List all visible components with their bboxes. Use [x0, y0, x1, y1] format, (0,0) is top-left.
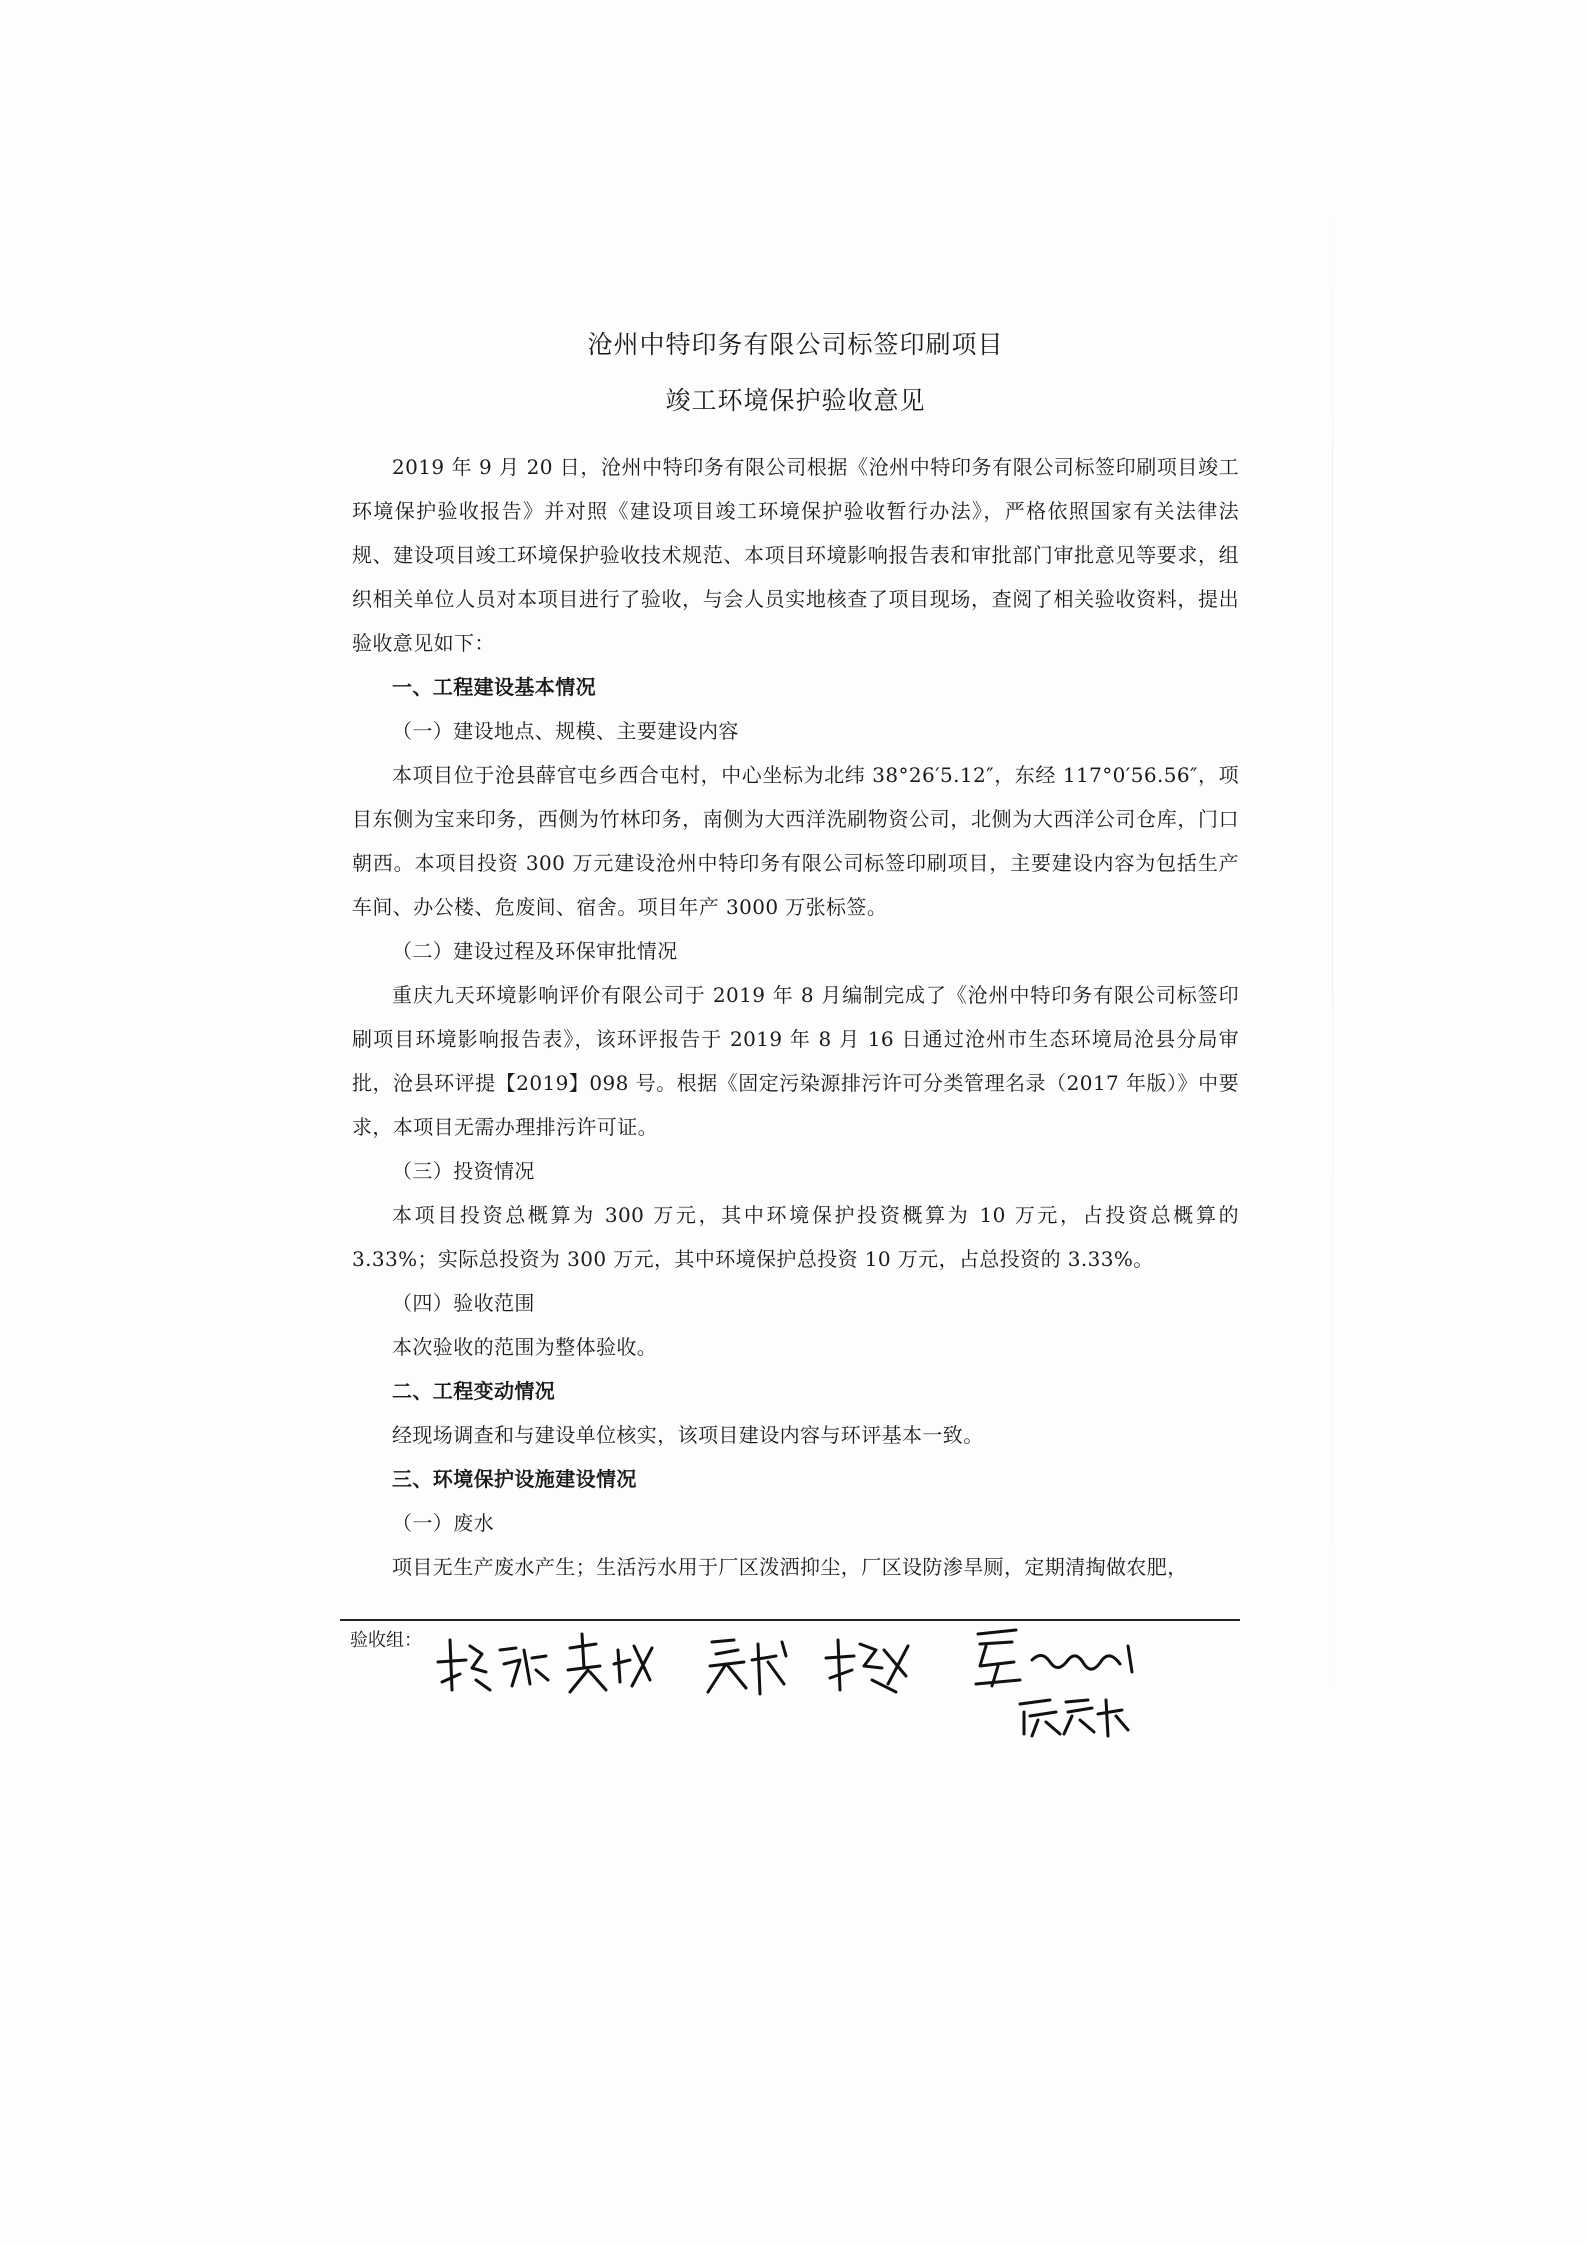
signature-4 — [826, 1640, 908, 1692]
document-title-line-1: 沧州中特印务有限公司标签印刷项目 — [587, 330, 1004, 359]
section-heading-3: 三、环境保护设施建设情况 — [392, 1467, 637, 1491]
approval-paragraph: 重庆九天环境影响评价有限公司于 2019 年 8 月编制完成了《沧州中特印务有限公司标签印刷项目环境影响报告表》，该环评报告于 2019 年 8 月 16 日通过沧州市生态环境局沧县分局审批，沧县环评提【2019】098 号。根据《固定污染源排污许可分类管理名录（2017 年版）》中要求，本项目无需办理排污许可证。 — [352, 983, 1239, 1139]
signature-3 — [708, 1640, 786, 1694]
document-title-line-2: 竣工环境保护验收意见 — [665, 386, 926, 415]
wastewater-paragraph: 项目无生产废水产生；生活污水用于厂区泼洒抑尘，厂区设防渗旱厕，定期清掏做农肥， — [392, 1555, 1188, 1579]
subsection-heading-1-1: （一）建设地点、规模、主要建设内容 — [392, 719, 739, 743]
scope-paragraph: 本次验收的范围为整体验收。 — [392, 1335, 658, 1359]
signature-6 — [1020, 1700, 1128, 1736]
intro-paragraph: 2019 年 9 月 20 日，沧州中特印务有限公司根据《沧州中特印务有限公司标签印刷项目竣工环境保护验收报告》并对照《建设项目竣工环境保护验收暂行办法》，严格依照国家有关法律法规、建设项目竣工环境保护验收技术规范、本项目环境影响报告表和审批部门审批意见等要求，组织相关单位人员对本项目进行了验收，与会人员实地核查了项目现场，查阅了相关验收资料，提出验收意见如下： — [352, 455, 1239, 655]
signature-5 — [976, 1630, 1132, 1686]
scan-edge-mark — [1332, 210, 1333, 1710]
document-content — [352, 445, 1239, 1589]
subsection-heading-3-1: （一）废水 — [392, 1511, 494, 1535]
changes-paragraph: 经现场调查和与建设单位核实，该项目建设内容与环评基本一致。 — [392, 1423, 984, 1447]
investment-paragraph: 本项目投资总概算为 300 万元，其中环境保护投资概算为 10 万元，占投资总概算的 3.33%；实际总投资为 300 万元，其中环境保护总投资 10 万元，占总投资的 3.33%。 — [352, 1203, 1239, 1271]
section-heading-2: 二、工程变动情况 — [392, 1379, 556, 1403]
subsection-heading-1-2: （二）建设过程及环保审批情况 — [392, 939, 678, 963]
acceptance-group-label: 验收组： — [350, 1630, 422, 1651]
location-paragraph: 本项目位于沧县薛官屯乡西合屯村，中心坐标为北纬 38°26′5.12″，东经 117°0′56.56″，项目东侧为宝来印务，西侧为竹林印务，南侧为大西洋洗刷物资公司，北侧为大西洋公司仓库，门口朝西。本项目投资 300 万元建设沧州中特印务有限公司标签印刷项目，主要建设内容为包括生产车间、办公楼、危废间、宿舍。项目年产 3000 万张标签。 — [352, 763, 1239, 919]
subsection-heading-1-4: （四）验收范围 — [392, 1291, 535, 1315]
document-body — [352, 325, 1239, 1589]
signature-1 — [438, 1640, 548, 1690]
handwritten-signatures — [420, 1620, 1240, 1740]
section-heading-1: 一、工程建设基本情况 — [392, 675, 596, 699]
subsection-heading-1-3: （三）投资情况 — [392, 1159, 535, 1183]
signature-2 — [568, 1634, 652, 1692]
